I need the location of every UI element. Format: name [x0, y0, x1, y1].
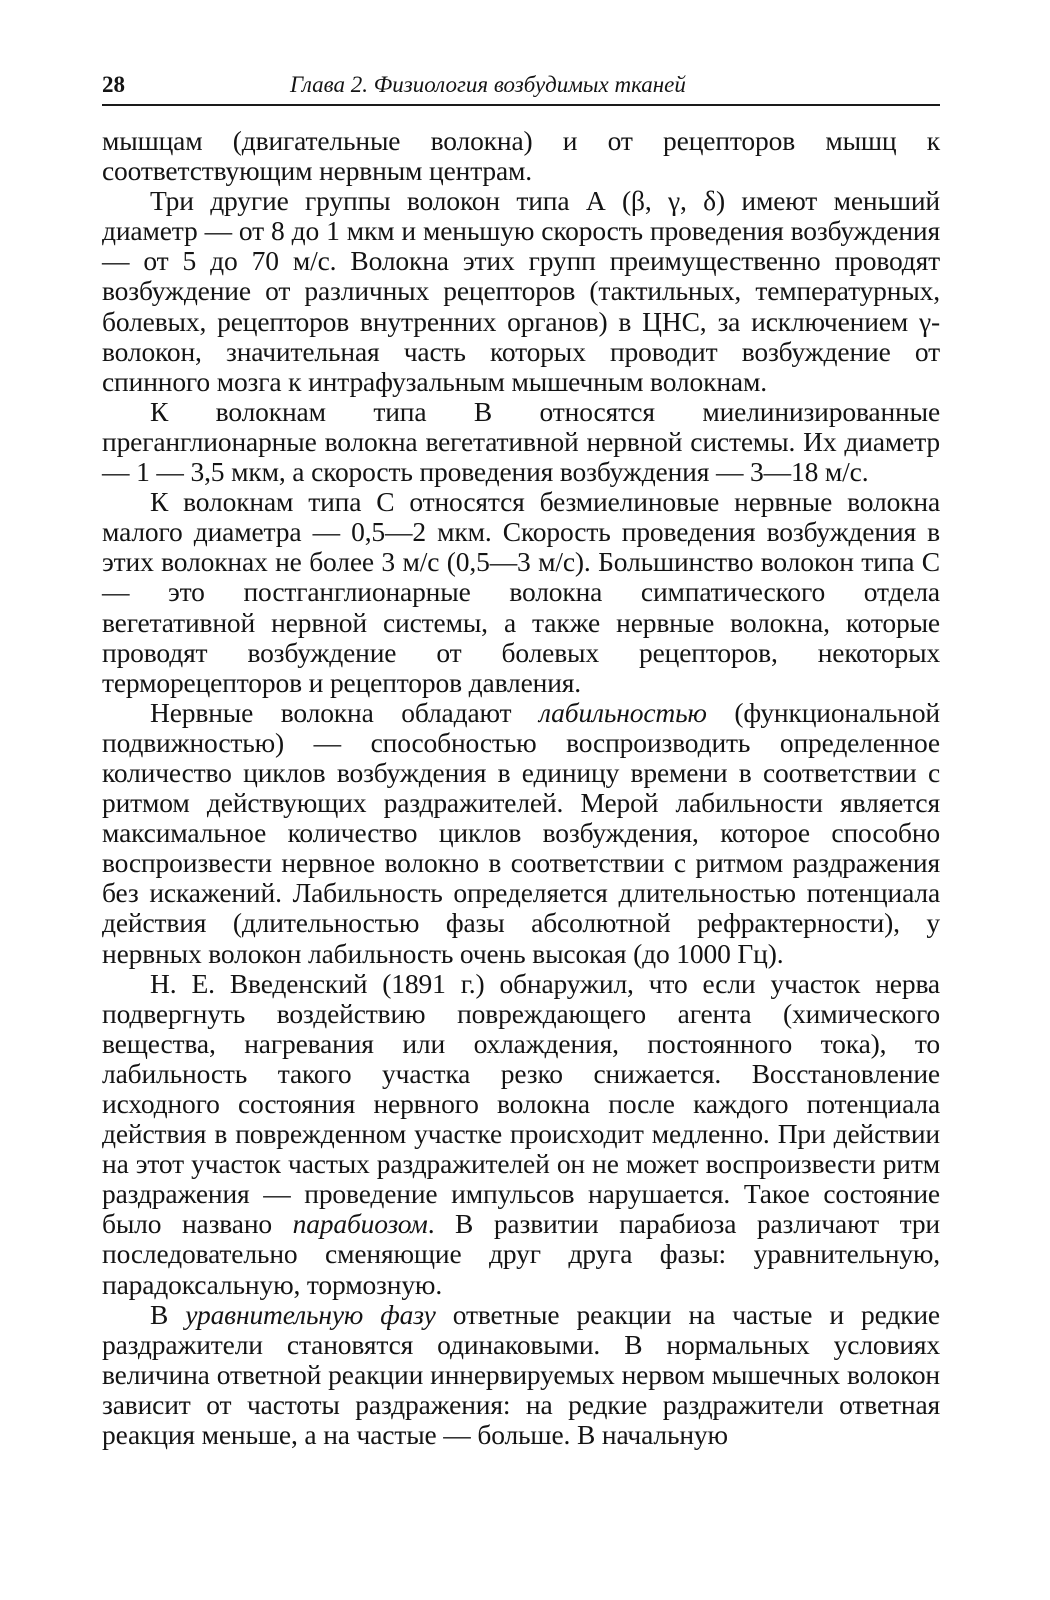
- body-text: [102, 126, 940, 1450]
- paragraph-7-end: ответные реакции на частые и редкие раздражители становятся одинаковыми. В нормальных условиях величина ответной реакции иннервируемых нервом мышечных волокон зависит от частоты раздражения: на редкие раздражители ответная реакция меньше, а на частые — больше. В начальную: [102, 1298, 940, 1451]
- page-number: 28: [102, 72, 125, 97]
- paragraph-7: [102, 1300, 940, 1450]
- paragraph-7-start: В: [150, 1298, 186, 1330]
- paragraph-2: Три другие группы волокон типа А (β, γ, δ) имеют меньший диаметр — от 8 до 1 мкм и меньшую скорость проведения возбуждения — от 5 до 70 м/с. Волокна этих групп преимущественно проводят возбуждение от различных рецепторов (тактильных, температурных, болевых, рецепторов внутренних органов) в ЦНС, за исключением γ-волокон, значительная часть которых проводит возбуждение от спинного мозга к интрафузальным мышечным волокнам.: [102, 185, 940, 397]
- page-header: [102, 66, 940, 106]
- paragraph-1: мышцам (двигательные волокна) и от рецепторов мышц к соответствующим нервным центрам.: [102, 125, 940, 187]
- running-title: Глава 2. Физиология возбудимых тканей: [290, 72, 686, 97]
- term-equalizing-phase: уравнительную фазу: [185, 1298, 436, 1330]
- paragraph-5-end: (функциональной подвижностью) — способностью воспроизводить определенное количество циклов возбуждения в единицу времени в соответствии с ритмом действующих раздражителей. Мерой лабильности является максимальное количество циклов возбуждения, которое способно воспроизвести нервное волокно в соответствии с ритмом раздражения без искажений. Лабильность определяется длительностью потенциала действия (длительностью фазы абсолютной рефрактерности), у нервных волокон лабильность очень высокая (до 1000 Гц).: [102, 696, 940, 969]
- paragraph-5: [102, 698, 940, 969]
- paragraph-6-end: . В развитии парабиоза различают три последовательно сменяющие друг друга фазы: уравнительную, парадоксальную, тормозную.: [102, 1208, 940, 1300]
- paragraph-6: [102, 969, 940, 1300]
- paragraph-4: К волокнам типа С относятся безмиелиновые нервные волокна малого диаметра — 0,5—2 мкм. Скорость проведения возбуждения в этих волокнах не более 3 м/с (0,5—3 м/с). Большинство волокон типа С — это постганглионарные волокна симпатического отдела вегетативной нервной системы, а также нервные волокна, которые проводят возбуждение от болевых рецепторов, некоторых терморецепторов и рецепторов давления.: [102, 486, 940, 698]
- paragraph-6-start: Н. Е. Введенский (1891 г.) обнаружил, что если участок нерва подвергнуть воздействию повреждающего агента (химического вещества, нагревания или охлаждения, постоянного тока), то лабильность такого участка резко снижается. Восстановление исходного состояния нервного волокна после каждого потенциала действия в поврежденном участке происходит медленно. При действии на этот участок частых раздражителей он не может воспроизвести ритм раздражения — проведение импульсов нарушается. Такое состояние было названо: [102, 967, 940, 1240]
- term-lability: лабильностью: [539, 696, 707, 728]
- paragraph-3: К волокнам типа В относятся миелинизированные преганглионарные волокна вегетативной нервной системы. Их диаметр — 1 — 3,5 мкм, а скорость проведения возбуждения — 3—18 м/с.: [102, 395, 940, 488]
- term-parabiosis: парабиозом: [292, 1208, 428, 1240]
- paragraph-5-start: Нервные волокна обладают: [150, 696, 539, 728]
